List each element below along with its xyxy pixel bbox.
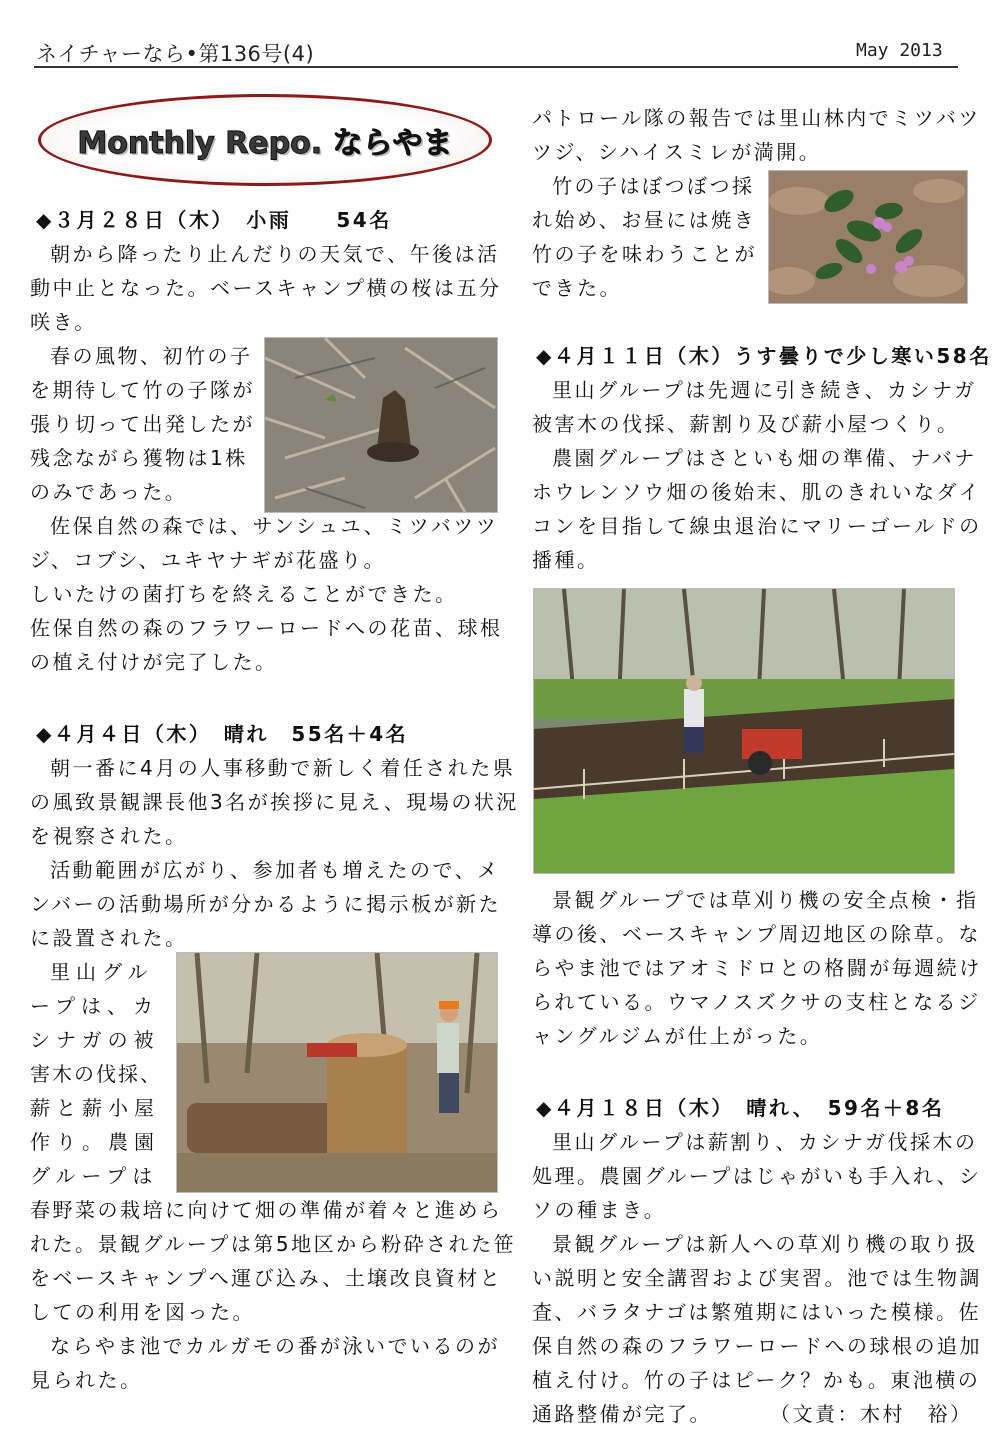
text-line: 朝から降ったり止んだりの天気で、午後は活 [50,242,500,266]
header-date: May 2013 [856,40,943,61]
header-rule [34,66,958,68]
text-line: 薪と薪小屋 [30,1096,160,1120]
text-line: ンバーの活動場所が分かるように掲示板が新た [30,892,502,916]
text-line: 害木の伐採、 [30,1062,162,1086]
text-line: 朝一番に4月の人事移動で新しく着任された県 [50,756,516,780]
date-heading-0328: ◆３月２８日（木） 小雨 54名 [36,208,392,232]
date-heading-0411: ◆４月１１日（木）うす曇りで少し寒い58名 [536,344,992,368]
text-line: 動中止となった。ベースキャンプ横の桜は五分 [30,276,502,300]
header-left: ネイチャーなら•第136号(4) [36,42,315,66]
text-line: ャングルジムが仕上がった。 [532,1024,823,1048]
text-line: ならやま池でカルガモの番が泳いでいるのが [50,1334,500,1358]
text-line: コンを目指して線虫退治にマリーゴールドの [532,514,982,538]
text-line: を期待して竹の子隊が [30,378,255,402]
text-line: 見られた。 [30,1368,143,1392]
bamboo-shoot-photo [264,337,498,513]
text-line: 春野菜の栽培に向けて畑の準備が着々と進めら [30,1198,503,1222]
text-line: 竹の子はぼつぼつ採 [552,174,755,198]
text-line: られている。ウマノスズクサの支柱となるジ [532,990,981,1014]
text-line: れた。景観グループは第5地区から粉砕された笹 [30,1232,517,1256]
text-line: 導の後、ベースキャンプ周辺地区の除草。な [532,922,981,946]
author-credit: （文責：木村 裕） [770,1402,973,1426]
text-line: 景観グループでは草刈り機の安全点検・指 [552,888,979,912]
text-line: を視察された。 [30,824,188,848]
text-line: 農園グループはさといも畑の準備、ナバナ [552,446,977,470]
title-badge [38,94,492,186]
text-line: 里山グループは先週に引き続き、カシナガ [552,378,977,402]
text-line: 査、バラタナゴは繁殖期にはいった模様。佐 [532,1300,981,1324]
text-line: のみであった。 [30,480,188,504]
text-line: らやま池ではアオミドロとの格闘が毎週続け [532,956,982,980]
text-line: に設置された。 [30,926,188,950]
tilling-field-photo [533,588,955,874]
text-line: 通路整備が完了。 [532,1402,712,1426]
text-line: 竹の子を味わうことが [532,242,757,266]
text-line: ープは、カ [30,994,159,1018]
text-line: れ始め、お昼には焼き [532,208,757,232]
text-line: 植え付け。竹の子はピーク？かも。東池横の [532,1368,981,1392]
text-line: 播種。 [532,548,600,572]
text-line: グループは [30,1164,159,1188]
text-line: シナガの被 [30,1028,160,1052]
text-line: ソの種まき。 [532,1198,667,1222]
text-line: 佐保自然の森では、サンシュユ、ミツバツツ [50,514,499,538]
text-line: 咲き。 [30,310,97,334]
text-line: 春の風物、初竹の子 [50,344,253,368]
text-line: 佐保自然の森のフラワーロードへの花苗、球根 [30,616,503,640]
text-line: できた。 [532,276,622,300]
text-line: の風致景観課長他3名が挨拶に見え、現場の状況 [30,790,519,814]
text-line: 景観グループは新人への草刈り機の取り扱 [552,1232,978,1256]
text-line: 処理。農園グループはじゃがいも手入れ、シ [532,1164,982,1188]
text-line: パトロール隊の報告では里山林内でミツバツ [532,106,981,130]
stump-worker-photo [176,952,498,1193]
text-line: しいたけの菌打ちを終えることができた。 [30,582,458,606]
text-line: 作り。農園 [30,1130,160,1154]
text-line: ホウレンソウ畑の後始末、肌のきれいなダイ [532,480,982,504]
violet-flowers-photo [768,170,968,304]
page-title: Monthly Repo. ならやま [77,126,453,161]
text-line: 保自然の森のフラワーロードへの球根の追加 [532,1334,982,1358]
text-line: 活動範囲が広がり、参加者も増えたので、メ [50,858,500,882]
text-line: 残念ながら獲物は1株 [30,446,248,470]
date-heading-0418: ◆４月１８日（木） 晴れ、 59名＋8名 [536,1096,945,1120]
text-line: をベースキャンプへ運び込み、土壌改良資材と [30,1266,503,1290]
text-line: しての利用を図った。 [30,1300,255,1324]
text-line: 里山グル [50,960,154,984]
date-heading-0404: ◆４月４日（木） 晴れ 55名＋4名 [36,722,409,746]
text-line: い説明と安全講習および実習。池では生物調 [532,1266,982,1290]
text-line: 張り切って出発したが [30,412,255,436]
text-line: 里山グループは薪割り、カシナガ伐採木の [552,1130,978,1154]
text-line: ジ、コブシ、ユキヤナギが花盛り。 [30,548,386,572]
text-line: の植え付けが完了した。 [30,650,278,674]
text-line: 被害木の伐採、薪割り及び薪小屋つくり。 [532,412,960,436]
text-line: ツジ、シハイスミレが満開。 [532,140,822,164]
